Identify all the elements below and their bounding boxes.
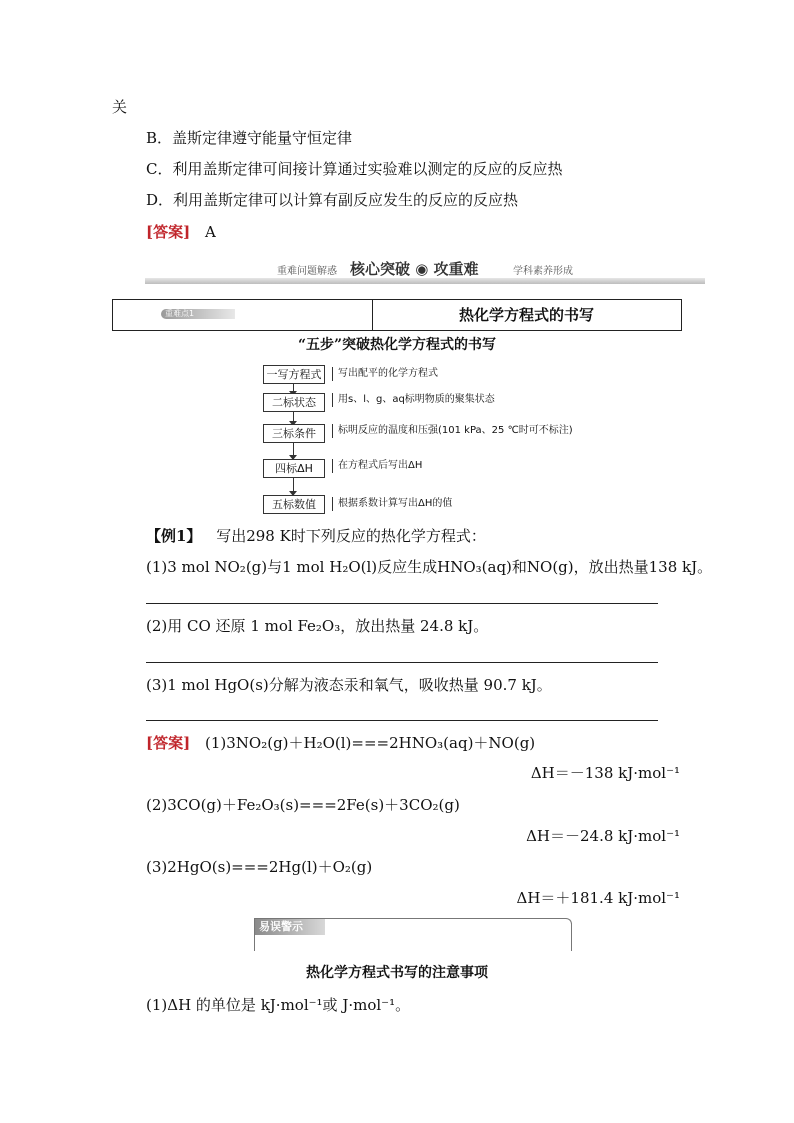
answer-2-eq-1: (1)3NO₂(g)＋H₂O(l)===2HNO₃(aq)＋NO(g) xyxy=(204,734,536,752)
answer-row xyxy=(146,222,216,242)
banner-center: 核心突破 ◉ 攻重难 xyxy=(350,260,479,278)
option-d: D．利用盖斯定律可以计算有副反应发生的反应的反应热 xyxy=(146,191,519,209)
step-1-desc: 写出配平的化学方程式 xyxy=(332,367,438,381)
five-steps-title: “五步”突破热化学方程式的书写 xyxy=(297,337,497,353)
answer-2-eq-3: (3)2HgO(s)===2Hg(l)＋O₂(g) xyxy=(146,858,373,876)
answer-line-2 xyxy=(146,662,658,663)
step-3-box: 三标条件 xyxy=(263,424,325,443)
example-label: 【例1】 xyxy=(146,527,202,545)
answer-2-dh-1: ΔH＝－138 kJ·mol⁻¹ xyxy=(530,764,680,782)
section-banner xyxy=(145,260,705,284)
answer-2-row-1 xyxy=(146,733,535,753)
step-5-desc: 根据系数计算写出ΔH的值 xyxy=(332,497,452,511)
answer-2-eq-2: (2)3CO(g)＋Fe₂O₃(s)===2Fe(s)＋3CO₂(g) xyxy=(146,796,460,814)
step-2-desc: 用s、l、g、aq标明物质的聚集状态 xyxy=(332,393,495,407)
step-5-box: 五标数值 xyxy=(263,495,325,514)
answer-2-label: [答案] xyxy=(146,734,191,752)
answer-value: A xyxy=(204,223,216,241)
banner-left: 重难问题解惑 xyxy=(277,266,337,277)
warning-box xyxy=(254,918,572,951)
key-point-tag: 重难点1 xyxy=(161,309,235,319)
answer-2-dh-2: ΔH＝－24.8 kJ·mol⁻¹ xyxy=(526,827,680,845)
warning-title: 热化学方程式书写的注意事项 xyxy=(306,965,488,981)
step-4-box: 四标ΔH xyxy=(263,459,325,478)
option-c: C．利用盖斯定律可间接计算通过实验难以测定的反应的反应热 xyxy=(146,160,563,178)
key-point-title: 热化学方程式的书写 xyxy=(458,306,594,324)
step-1-box: 一写方程式 xyxy=(263,365,325,384)
answer-2-dh-3: ΔH＝＋181.4 kJ·mol⁻¹ xyxy=(516,889,680,907)
answer-label: [答案] xyxy=(146,223,191,241)
option-b: B．盖斯定律遵守能量守恒定律 xyxy=(146,129,353,147)
continued-text: 关 xyxy=(112,98,128,116)
question-2: (2)用 CO 还原 1 mol Fe₂O₃，放出热量 24.8 kJ。 xyxy=(146,617,489,635)
banner-right: 学科素养形成 xyxy=(513,266,573,277)
banner-bar xyxy=(145,278,705,284)
step-2-box: 二标状态 xyxy=(263,393,325,412)
key-point-box xyxy=(112,299,682,331)
step-4-desc: 在方程式后写出ΔH xyxy=(332,459,422,473)
example-header xyxy=(146,526,486,546)
step-3-desc: 标明反应的温度和压强(101 kPa、25 ℃时可不标注) xyxy=(332,424,573,438)
example-prompt: 写出298 K时下列反应的热化学方程式： xyxy=(216,527,486,545)
warning-tag: 易误警示 xyxy=(255,919,325,935)
answer-line-3 xyxy=(146,720,658,721)
question-3: (3)1 mol HgO(s)分解为液态汞和氧气，吸收热量 90.7 kJ。 xyxy=(146,676,552,694)
question-1: (1)3 mol NO₂(g)与1 mol H₂O(l)反应生成HNO₃(aq)和NO(g)，放出热量138 kJ。 xyxy=(146,558,713,576)
answer-line-1 xyxy=(146,603,658,604)
warning-item-1: (1)ΔH 的单位是 kJ·mol⁻¹或 J·mol⁻¹。 xyxy=(146,996,411,1014)
